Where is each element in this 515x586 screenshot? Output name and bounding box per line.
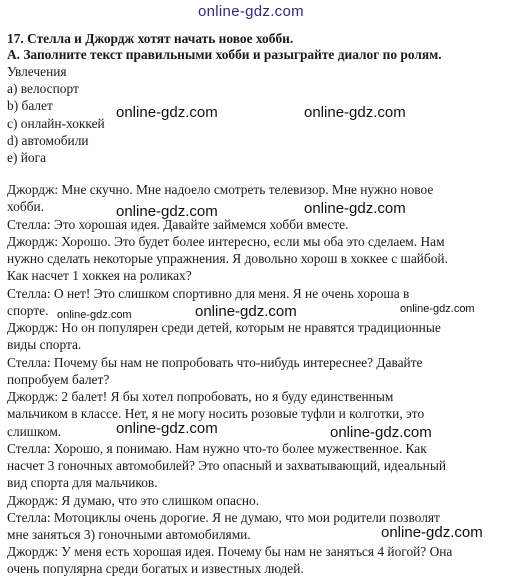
option-item: d) автомобили [7, 133, 89, 148]
option-item: b) балет [7, 98, 53, 113]
watermark: online-gdz.com [195, 303, 297, 320]
watermark: online-gdz.com [57, 309, 132, 321]
dialogue-line: Стелла: Почему бы нам не попробовать что-нибудь интереснее? Давайте [7, 355, 423, 370]
dialogue-line: Джордж: У меня есть хорошая идея. Почему бы нам не заняться 4 йогой? Она [7, 544, 453, 559]
dialogue-line: попробуем балет? [7, 372, 110, 387]
dialogue-line: вид спорта для мальчиков. [7, 475, 158, 490]
dialogue-line: Стелла: Это хорошая идея. Давайте займемся хобби вместе. [7, 217, 349, 232]
watermark: online-gdz.com [116, 420, 218, 437]
option-item: e) йога [7, 150, 47, 165]
dialogue-line: Джордж: 2 балет! Я бы хотел попробовать, но я буду единственным [7, 389, 394, 404]
dialogue-line: насчет 3 гоночных автомобилей? Это опасный и захватывающий, идеальный [7, 458, 447, 473]
watermark-top: online-gdz.com [198, 3, 304, 20]
dialogue-line: слишком. [7, 424, 62, 439]
dialogue-line: Джордж: Мне скучно. Мне надоело смотреть телевизор. Мне нужно новое [7, 182, 434, 197]
dialogue-line: спорте. [7, 303, 49, 318]
dialogue-line: мне заняться 3) гоночными автомобилями. [7, 527, 251, 542]
list-heading: Увлечения [7, 64, 67, 79]
dialogue-line: нужно сделать некоторые упражнения. Я довольно хорош в хоккее с шайбой. [7, 251, 448, 266]
dialogue-line: Джордж: Но он популярен среди детей, которым не нравятся традиционные [7, 320, 441, 335]
watermark: online-gdz.com [400, 303, 475, 315]
dialogue-line: хобби. [7, 199, 45, 214]
dialogue-line: Стелла: Мотоциклы очень дорогие. Я не думаю, что мои родители позволят [7, 510, 440, 525]
watermark: online-gdz.com [116, 104, 218, 121]
dialogue-line: Стелла: О нет! Это слишком спортивно для меня. Я не очень хороша в [7, 286, 410, 301]
dialogue-line: Как насчет 1 хоккея на роликах? [7, 268, 192, 283]
dialogue-line: Джордж: Я думаю, что это слишком опасно. [7, 493, 260, 508]
dialogue-line: виды спорта. [7, 337, 82, 352]
dialogue-line: Джордж: Хорошо. Это будет более интересно, если мы оба это сделаем. Нам [7, 234, 445, 249]
watermark: online-gdz.com [330, 424, 432, 441]
option-item: c) онлайн-хоккей [7, 116, 105, 131]
watermark: online-gdz.com [304, 200, 406, 217]
watermark: online-gdz.com [116, 203, 218, 220]
option-item: a) велоспорт [7, 81, 79, 96]
dialogue-line: Стелла: Хорошо, я понимаю. Нам нужно что-то более мужественное. Как [7, 441, 427, 456]
dialogue-line: очень популярна среди богатых и известных людей. [7, 561, 304, 576]
exercise-title: 17. Стелла и Джордж хотят начать новое хобби. [7, 31, 294, 46]
watermark: online-gdz.com [381, 524, 483, 541]
dialogue-line: мальчиком в классе. Нет, я не могу носить розовые туфли и колготки, это [7, 406, 425, 421]
exercise-instruction: A. Заполните текст правильными хобби и разыграйте диалог по ролям. [7, 47, 442, 62]
watermark: online-gdz.com [304, 104, 406, 121]
